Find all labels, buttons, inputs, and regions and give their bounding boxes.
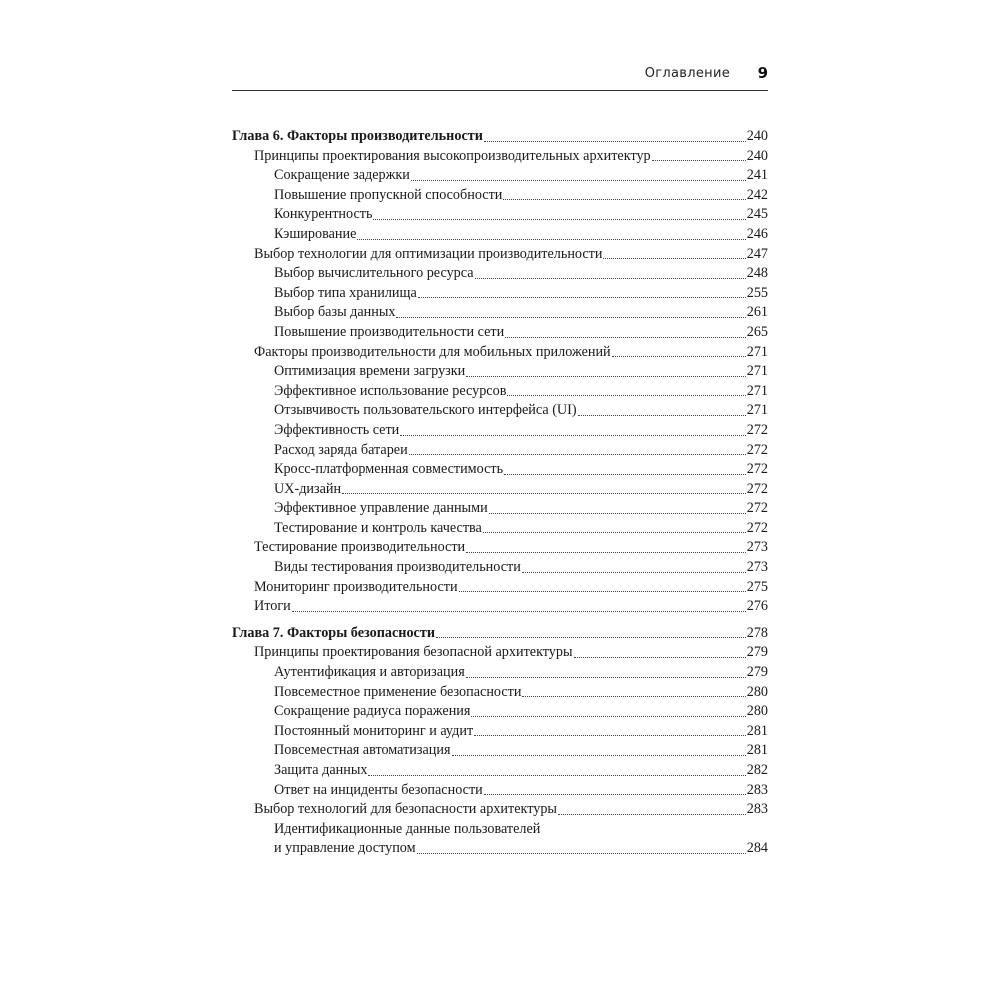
toc-entry-title: Кросс-платформенная совместимость xyxy=(274,461,504,478)
dot-leader xyxy=(400,435,745,436)
toc-entry-title: Глава 6. Факторы производительности xyxy=(232,128,483,144)
toc-entry-page: 272 xyxy=(746,500,768,517)
toc-entry-page: 283 xyxy=(746,781,768,798)
toc-entry xyxy=(232,362,768,382)
toc-entry xyxy=(232,323,768,343)
toc-entry xyxy=(232,401,768,421)
toc-entry-title: Факторы производительности для мобильных приложений xyxy=(254,343,611,360)
dot-leader xyxy=(411,180,746,181)
dot-leader xyxy=(373,219,745,220)
toc-entry-page: 280 xyxy=(746,703,768,720)
toc-entry-title: Постоянный мониторинг и аудит xyxy=(274,722,474,739)
toc-entry-page: 272 xyxy=(746,519,768,536)
toc-entry-title: Повсеместное применение безопасности xyxy=(274,683,522,700)
toc-entry-page: 279 xyxy=(746,644,768,661)
dot-leader xyxy=(396,317,745,318)
header-rule xyxy=(232,90,768,91)
toc-entry-page: 272 xyxy=(746,421,768,438)
dot-leader xyxy=(503,199,745,200)
toc-entry-title: Повышение производительности сети xyxy=(274,323,505,340)
toc-entry-title: Оптимизация времени загрузки xyxy=(274,363,466,380)
toc-entry xyxy=(232,166,768,186)
toc-entry xyxy=(232,558,768,578)
toc-entry-page: 241 xyxy=(746,167,768,184)
dot-leader xyxy=(522,696,745,697)
toc-entry xyxy=(232,663,768,683)
table-of-contents xyxy=(232,127,768,859)
toc-entry-title: Мониторинг производительности xyxy=(254,578,458,595)
toc-entry-page: 278 xyxy=(746,624,768,641)
dot-leader xyxy=(357,239,745,240)
page-number: 9 xyxy=(757,64,768,82)
dot-leader xyxy=(603,258,745,259)
toc-entry-page: 240 xyxy=(746,128,768,144)
toc-entry xyxy=(232,245,768,265)
toc-entry-page: 281 xyxy=(746,742,768,759)
toc-entry-page: 276 xyxy=(746,598,768,615)
toc-entry-page: 283 xyxy=(746,801,768,818)
toc-entry-title: Глава 7. Факторы безопасности xyxy=(232,624,436,641)
dot-leader xyxy=(522,572,746,573)
toc-entry-title: Выбор технологий для безопасности архитектуры xyxy=(254,801,557,818)
dot-leader xyxy=(484,141,746,142)
toc-entry-title: Сокращение задержки xyxy=(274,167,410,184)
toc-entry-title: Расход заряда батареи xyxy=(274,441,408,458)
toc-entry-title: Сокращение радиуса поражения xyxy=(274,703,471,720)
toc-entry-title: Повышение пропускной способности xyxy=(274,186,503,203)
toc-entry xyxy=(232,722,768,742)
toc-entry xyxy=(232,284,768,304)
toc-entry-page: 282 xyxy=(746,762,768,778)
dot-leader xyxy=(342,493,746,494)
dot-leader xyxy=(484,794,746,795)
toc-entry-title: Повсеместная автоматизация xyxy=(274,742,451,759)
toc-entry-page: 280 xyxy=(746,683,768,700)
toc-entry xyxy=(232,441,768,461)
dot-leader xyxy=(578,415,746,416)
toc-entry-page: 248 xyxy=(746,265,768,282)
toc-entry-page: 272 xyxy=(746,461,768,478)
toc-entry xyxy=(232,480,768,500)
dot-leader xyxy=(475,278,746,279)
toc-entry-page: 246 xyxy=(746,225,768,242)
dot-leader xyxy=(474,735,746,736)
toc-entry xyxy=(232,643,768,663)
dot-leader xyxy=(466,552,746,553)
dot-leader xyxy=(652,160,746,161)
toc-entry-page: 255 xyxy=(746,284,768,301)
toc-entry xyxy=(232,303,768,323)
dot-leader xyxy=(558,814,746,815)
dot-leader xyxy=(436,637,746,638)
toc-entry xyxy=(232,683,768,703)
toc-entry xyxy=(232,761,768,781)
toc-entry-title: Конкурентность xyxy=(274,206,373,223)
toc-entry-page: 242 xyxy=(746,186,768,203)
toc-entry xyxy=(232,460,768,480)
toc-entry-title: Принципы проектирования безопасной архитектуры xyxy=(254,644,573,661)
toc-entry-title: Итоги xyxy=(254,598,291,615)
dot-leader xyxy=(409,454,746,455)
toc-entry-page: 281 xyxy=(746,722,768,739)
toc-entry xyxy=(232,343,768,363)
toc-entry-title: Выбор вычислительного ресурса xyxy=(274,265,474,282)
toc-entry-title: Тестирование производительности xyxy=(254,539,466,556)
toc-entry xyxy=(232,578,768,598)
toc-entry xyxy=(232,499,768,519)
toc-entry-title: UX-дизайн xyxy=(274,480,342,497)
toc-entry-page: 279 xyxy=(746,664,768,681)
toc-entry-page: 271 xyxy=(746,343,768,360)
toc-entry-page: 261 xyxy=(746,304,768,321)
dot-leader xyxy=(504,474,746,475)
toc-entry-title: Эффективность сети xyxy=(274,421,400,438)
toc-entry-page: 271 xyxy=(746,363,768,380)
toc-entry xyxy=(232,839,768,859)
toc-entry-title: Защита данных xyxy=(274,762,368,778)
toc-entry-title: Принципы проектирования высокопроизводительных архитектур xyxy=(254,147,651,164)
dot-leader xyxy=(459,591,746,592)
toc-entry-title: Кэширование xyxy=(274,225,357,242)
toc-entry-title: Выбор типа хранилища xyxy=(274,284,417,301)
dot-leader xyxy=(574,657,746,658)
toc-entry-page: 284 xyxy=(746,840,768,857)
toc-entry-title: Эффективное управление данными xyxy=(274,500,488,517)
toc-entry xyxy=(232,264,768,284)
toc-entry-title: Аутентификация и авторизация xyxy=(274,664,465,681)
toc-entry-page: 245 xyxy=(746,206,768,223)
toc-entry xyxy=(232,225,768,245)
dot-leader xyxy=(489,513,746,514)
dot-leader xyxy=(418,297,746,298)
dot-leader xyxy=(507,395,745,396)
toc-entry-page: 271 xyxy=(746,402,768,419)
toc-entry-page: 273 xyxy=(746,539,768,556)
toc-entry xyxy=(232,781,768,801)
chapter-7 xyxy=(232,624,768,859)
toc-entry-title: Эффективное использование ресурсов xyxy=(274,382,507,399)
toc-entry xyxy=(232,421,768,441)
header-title: Оглавление xyxy=(644,66,730,81)
toc-entry-page: 273 xyxy=(746,559,768,576)
toc-entry xyxy=(232,800,768,820)
toc-entry xyxy=(232,519,768,539)
dot-leader xyxy=(466,677,746,678)
toc-entry-page: 272 xyxy=(746,480,768,497)
toc-entry-page: 240 xyxy=(746,147,768,164)
toc-entry xyxy=(232,147,768,167)
toc-entry-title: Выбор технологии для оптимизации производительности xyxy=(254,245,603,262)
toc-entry-title-line1: Идентификационные данные пользователей xyxy=(274,820,541,837)
dot-leader xyxy=(466,376,745,377)
toc-entry-page: 247 xyxy=(746,245,768,262)
dot-leader xyxy=(292,611,746,612)
toc-entry-title: Виды тестирования производительности xyxy=(274,559,521,576)
toc-entry xyxy=(232,382,768,402)
chapter-6 xyxy=(232,127,768,617)
running-header xyxy=(232,66,768,90)
dot-leader xyxy=(471,716,745,717)
toc-entry-title: Выбор базы данных xyxy=(274,304,396,321)
toc-entry xyxy=(232,205,768,225)
dot-leader xyxy=(483,532,746,533)
toc-entry-page: 265 xyxy=(746,323,768,340)
toc-entry-page: 272 xyxy=(746,441,768,458)
dot-leader xyxy=(417,853,746,854)
toc-entry-title: Отзывчивость пользовательского интерфейса (UI) xyxy=(274,402,577,419)
chapter-6-heading xyxy=(232,127,768,147)
toc-entry-title: Тестирование и контроль качества xyxy=(274,519,482,536)
toc-entry-page: 271 xyxy=(746,382,768,399)
toc-entry xyxy=(232,186,768,206)
dot-leader xyxy=(452,755,746,756)
toc-entry xyxy=(232,597,768,617)
dot-leader xyxy=(612,356,746,357)
toc-entry xyxy=(232,702,768,722)
toc-entry xyxy=(232,741,768,761)
dot-leader xyxy=(505,337,746,338)
chapter-7-heading xyxy=(232,624,768,644)
dot-leader xyxy=(368,775,745,776)
toc-entry-title: Ответ на инциденты безопасности xyxy=(274,781,483,798)
toc-entry-page: 275 xyxy=(746,578,768,595)
toc-entry-multiline xyxy=(232,820,768,859)
toc-entry xyxy=(232,538,768,558)
toc-entry-title-line2: и управление доступом xyxy=(274,840,416,857)
